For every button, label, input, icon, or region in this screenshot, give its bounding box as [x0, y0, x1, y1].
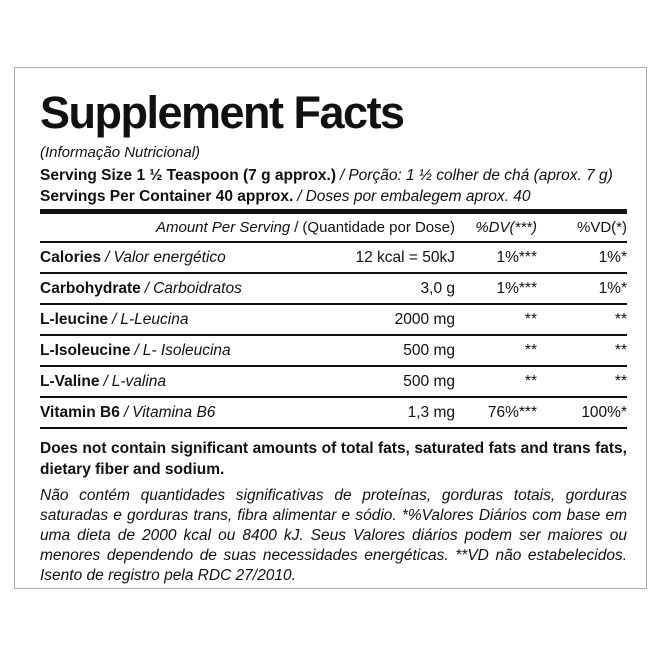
slash-separator: /	[112, 310, 117, 328]
amount-cell: 1,3 mg	[407, 403, 455, 421]
vd-cell: 1%*	[598, 279, 627, 297]
vd-cell: 100%*	[581, 403, 627, 421]
amount-header-pt: (Quantidade por Dose)	[302, 219, 455, 236]
nutrient-name	[40, 404, 335, 422]
slash-separator: /	[294, 219, 299, 236]
serving-size-en: Serving Size 1 ½ Teaspoon (7 g approx.)	[40, 167, 337, 184]
table-row-l-valine	[40, 367, 627, 398]
label-subtitle: (Informação Nutricional)	[40, 144, 201, 161]
nutrient-name	[40, 373, 335, 391]
nutrient-name-en: L-leucine	[40, 310, 109, 328]
nutrient-name-pt: Vitamina B6	[132, 403, 216, 421]
nutrient-name-pt: L-Leucina	[120, 310, 189, 328]
slash-separator: /	[144, 279, 150, 297]
nutrient-name-en: Calories	[40, 248, 102, 266]
label-title: Supplement Facts	[40, 87, 404, 138]
dv-cell: 1%***	[496, 279, 537, 297]
nutrient-name-en: Carbohydrate	[40, 279, 141, 297]
supplement-facts-panel	[14, 67, 647, 589]
amount-per-serving-header	[40, 219, 455, 236]
table-row-calories	[40, 243, 627, 274]
servings-container-pt: Doses por embalegem aprox. 40	[305, 188, 531, 205]
vd-cell: **	[614, 372, 627, 390]
nutrient-name	[40, 342, 335, 360]
nutrient-name-pt: L-valina	[111, 372, 167, 390]
dv-cell: **	[524, 341, 537, 359]
amount-cell: 3,0 g	[420, 279, 455, 297]
nutrient-name-en: L-Isoleucine	[40, 341, 131, 359]
slash-separator: /	[103, 372, 108, 390]
vd-cell: **	[614, 310, 627, 328]
servings-per-container-line	[40, 186, 627, 207]
footnote-english: Does not contain significant amounts of total fats, saturated fats and trans fats, dietary fiber and sodium.	[40, 440, 627, 478]
serving-size-line	[40, 165, 627, 186]
nutrient-name	[40, 280, 335, 298]
slash-separator: /	[340, 167, 345, 184]
slash-separator: /	[297, 188, 302, 205]
table-header-row	[40, 214, 627, 243]
amount-cell: 500 mg	[403, 341, 455, 359]
dv-cell: **	[524, 310, 537, 328]
amount-cell: 2000 mg	[394, 310, 455, 328]
footnote-portuguese: Não contém quantidades significativas de proteínas, gorduras totais, gorduras saturadas e gorduras trans, fibra alimentar e sódio. *%Valores Diários com base em uma dieta de 2000 kcal ou 8400 kJ. Seus Valores diários podem ser maiores ou menores dependendo de suas necessidades energéticas. **VD não estabelecidos. Isento de registro pela RDC 27/2010.	[40, 487, 627, 584]
nutrient-name	[40, 249, 335, 267]
amount-cell: 500 mg	[403, 372, 455, 390]
serving-size-pt: Porção: 1 ½ colher de chá (aprox. 7 g)	[348, 167, 613, 184]
dv-column-header: %DV(***)	[475, 219, 537, 236]
dv-cell: 1%***	[496, 248, 537, 266]
vd-cell: **	[614, 341, 627, 359]
table-row-l-isoleucine	[40, 336, 627, 367]
serving-info-block	[40, 165, 627, 207]
table-row-l-leucine	[40, 305, 627, 336]
amount-header-en: Amount Per Serving	[156, 219, 291, 236]
vd-cell: 1%*	[598, 248, 627, 266]
servings-container-en: Servings Per Container 40 approx.	[40, 188, 294, 205]
table-row-vitamin-b6	[40, 398, 627, 429]
dv-cell: 76%***	[487, 403, 537, 421]
table-row-carbohydrate	[40, 274, 627, 305]
nutrient-name-pt: Carboidratos	[153, 279, 242, 297]
slash-separator: /	[134, 341, 139, 359]
nutrient-name-pt: Valor energético	[113, 248, 226, 266]
amount-cell: 12 kcal = 50kJ	[355, 248, 455, 266]
nutrient-name-en: Vitamin B6	[40, 403, 120, 421]
slash-separator: /	[123, 403, 129, 421]
slash-separator: /	[105, 248, 110, 266]
vd-column-header: %VD(*)	[576, 219, 627, 236]
nutrient-name	[40, 311, 335, 329]
nutrient-name-pt: L- Isoleucina	[142, 341, 231, 359]
dv-cell: **	[524, 372, 537, 390]
nutrient-name-en: L-Valine	[40, 372, 100, 390]
